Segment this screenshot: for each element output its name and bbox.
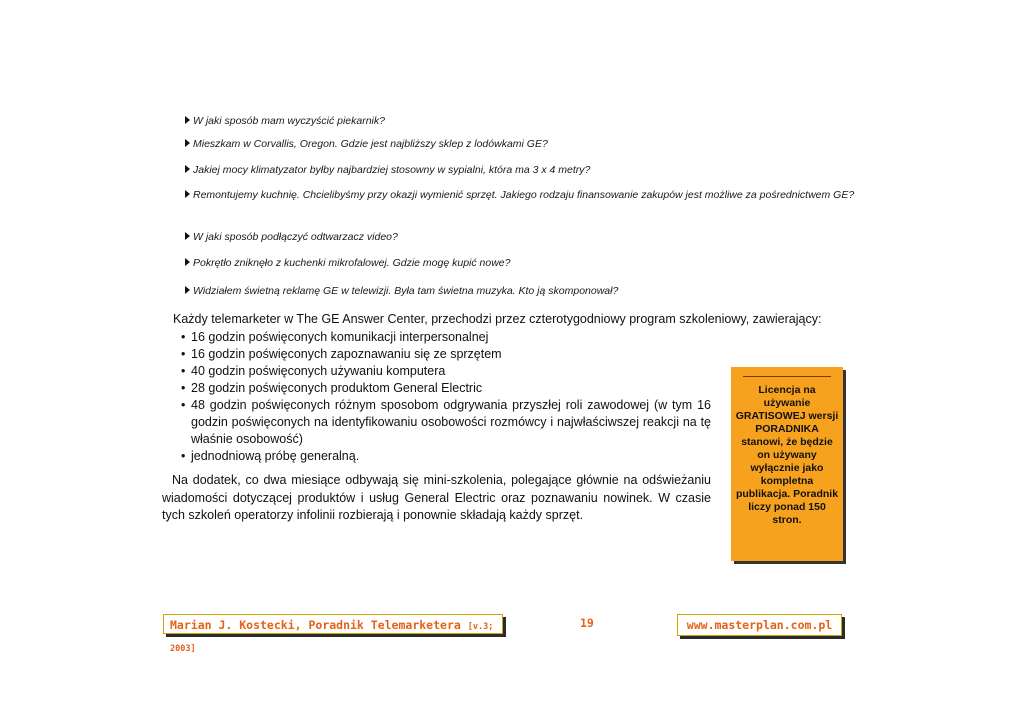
question-4: Remontujemy kuchnię. Chcielibyśmy przy okazji wymienić sprzęt. Jakiego rodzaju finansowanie zakupów jest możliwe za pośrednictwem GE? [185, 188, 867, 203]
page-number: 19 [580, 616, 594, 630]
question-7: Widziałem świetną reklamę GE w telewizji. Była tam świetna muzyka. Kto ją skomponował? [185, 284, 618, 299]
list-item: • 48 godzin poświęconych różnym sposobom odgrywania przyszłej roli zawodowej (w tym 16 godzin poświęconych na identyfikowaniu osobowości rozmówcy i najwłaściwszej reakcji na tę właśnie osobowość) [181, 397, 711, 448]
question-1: W jaki sposób mam wyczyścić piekarnik? [185, 114, 385, 129]
triangle-bullet-icon [185, 190, 190, 198]
footer-author [163, 614, 503, 654]
triangle-bullet-icon [185, 165, 190, 173]
triangle-bullet-icon [185, 116, 190, 124]
list-item: • 40 godzin poświęconych używaniu komputera [181, 363, 711, 380]
question-6: Pokrętło zniknęło z kuchenki mikrofalowej. Gdzie mogę kupić nowe? [185, 256, 511, 271]
license-text: Licencja na używanie GRATISOWEJ wersji PORADNIKA stanowi, że będzie on używany wyłącznie jako kompletna publikacja. Poradnik liczy ponad 150 stron. [735, 384, 839, 526]
question-5: W jaki sposób podłączyć odtwarzacz video? [185, 230, 398, 245]
list-item: • jednodniową próbę generalną. [181, 448, 711, 465]
triangle-bullet-icon [185, 232, 190, 240]
list-item: • 28 godzin poświęconych produktom General Electric [181, 380, 711, 397]
box-divider [743, 376, 831, 377]
triangle-bullet-icon [185, 286, 190, 294]
footer-version: [v.3; 2003] [170, 622, 494, 654]
triangle-bullet-icon [185, 139, 190, 147]
footer-author-title: Marian J. Kostecki, Poradnik Telemarketera [170, 618, 461, 632]
footer-url[interactable]: www.masterplan.com.pl [677, 614, 842, 636]
list-item: • 16 godzin poświęconych komunikacji interpersonalnej [181, 329, 711, 346]
additional-training-paragraph: Na dodatek, co dwa miesiące odbywają się mini-szkolenia, polegające głównie na odświeżaniu wiadomości dotyczącej produktów i usług General Electric oraz poznawaniu nowinek. W czasie tych szkoleń operatorzy infolinii rozbierają i ponownie składają każdy sprzęt. [162, 473, 711, 522]
list-item: • 16 godzin poświęconych zapoznawaniu się ze sprzętem [181, 346, 711, 363]
question-3: Jakiej mocy klimatyzator byłby najbardziej stosowny w sypialni, która ma 3 x 4 metry? [185, 163, 590, 178]
license-box [731, 367, 843, 561]
training-list [181, 329, 711, 465]
triangle-bullet-icon [185, 258, 190, 266]
training-intro: Każdy telemarketer w The GE Answer Center, przechodzi przez czterotygodniowy program szkoleniowy, zawierający: [173, 312, 822, 326]
question-2: Mieszkam w Corvallis, Oregon. Gdzie jest najbliższy sklep z lodówkami GE? [185, 137, 548, 152]
